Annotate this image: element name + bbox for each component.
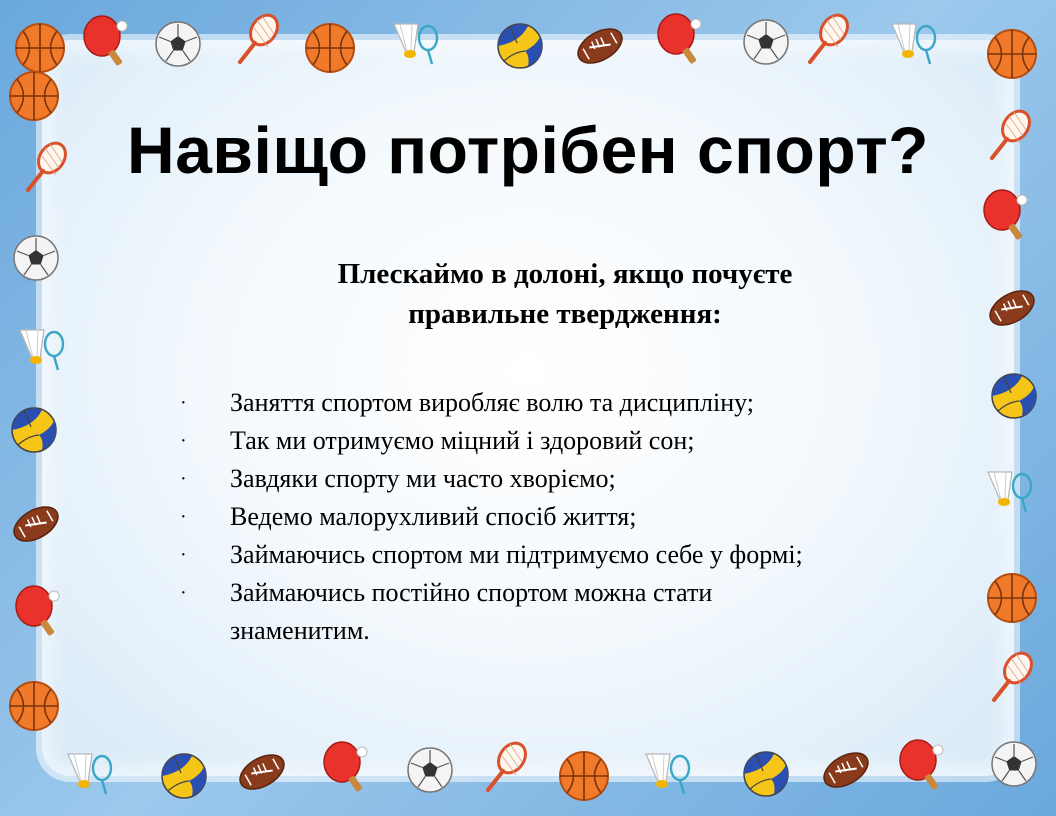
list-item: [178, 574, 958, 612]
instruction-line-2: правильне твердження:: [408, 298, 722, 330]
instruction-line-1: Плескаймо в долоні, якщо почуєте: [337, 258, 793, 290]
bullet-icon: ·: [180, 430, 187, 452]
list-item: [178, 536, 958, 574]
bullet-icon: ·: [180, 468, 187, 490]
list-item: [178, 498, 958, 536]
instruction-text: [220, 254, 910, 334]
statements-list: [178, 384, 958, 650]
statement-text: Так ми отримуємо міцний і здоровий сон;: [230, 426, 695, 455]
bullet-icon: ·: [180, 392, 187, 414]
list-item: [178, 422, 958, 460]
list-item-continuation: [178, 612, 958, 650]
statement-text: Завдяки спорту ми часто хворіємо;: [230, 464, 616, 493]
slide-title: Навіщо потрібен спорт?: [127, 113, 929, 187]
bullet-icon: ·: [180, 582, 187, 604]
statement-text: Заняття спортом виробляє волю та дисципліну;: [230, 388, 755, 417]
bullet-icon: ·: [180, 506, 187, 528]
list-item: [178, 460, 958, 498]
statement-text: Займаючись спортом ми підтримуємо себе у формі;: [230, 540, 803, 569]
statement-text: Займаючись постійно спортом можна стати: [230, 578, 713, 607]
bullet-icon: ·: [180, 544, 187, 566]
list-item: [178, 384, 958, 422]
statement-text: Ведемо малорухливий спосіб життя;: [230, 502, 637, 531]
statement-text: знаменитим.: [230, 616, 370, 645]
